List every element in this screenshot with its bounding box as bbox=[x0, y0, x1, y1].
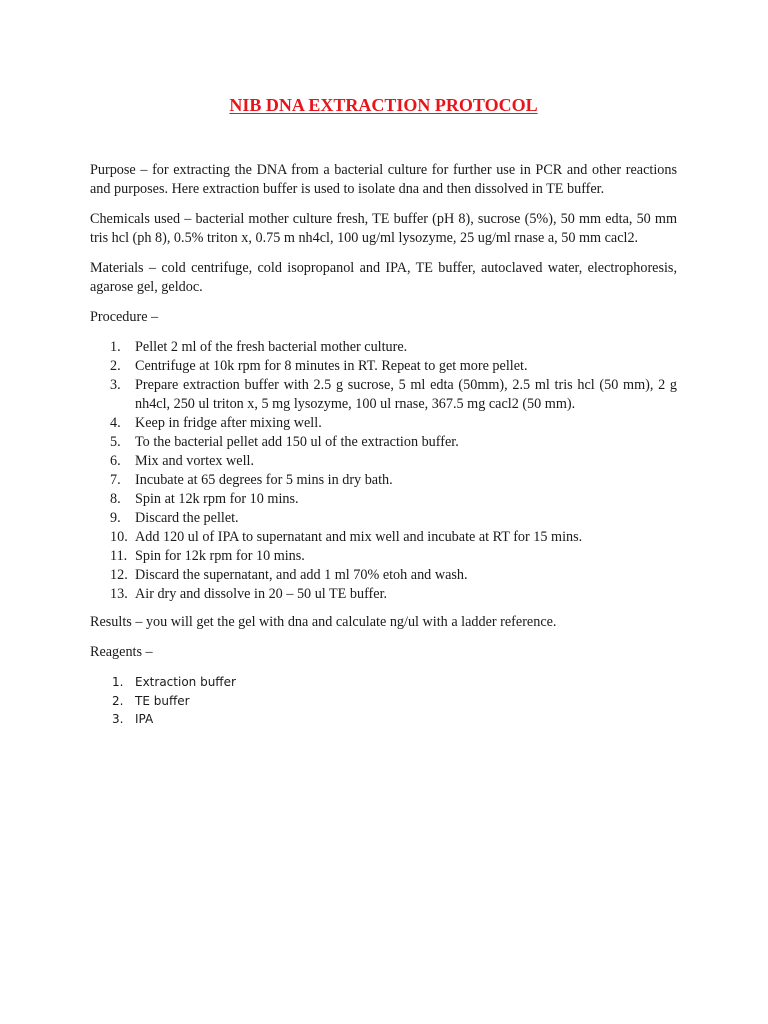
procedure-step bbox=[110, 452, 677, 471]
procedure-step bbox=[110, 357, 677, 376]
step-number: 9. bbox=[110, 510, 121, 526]
step-number: 1. bbox=[110, 339, 121, 355]
reagent-number: 2. bbox=[112, 693, 124, 708]
step-text: Keep in fridge after mixing well. bbox=[135, 415, 322, 431]
chemicals-paragraph: Chemicals used – bacterial mother culture fresh, TE buffer (pH 8), sucrose (5%), 50 mm edta, 50 mm tris hcl (ph 8), 0.5% triton x, 0.75 m nh4cl, 100 ug/ml lysozyme, 25 ug/ml rnase a, 50 mm cacl2. bbox=[90, 211, 677, 246]
step-text: Spin for 12k rpm for 10 mins. bbox=[135, 548, 305, 564]
step-number: 6. bbox=[110, 453, 121, 469]
procedure-step bbox=[110, 471, 677, 490]
document-title: NIB DNA EXTRACTION PROTOCOL bbox=[229, 95, 538, 115]
step-text: Air dry and dissolve in 20 – 50 ul TE buffer. bbox=[135, 586, 388, 602]
step-text: Prepare extraction buffer with 2.5 g sucrose, 5 ml edta (50mm), 2.5 ml tris hcl (50 mm), 2 g nh4cl, 250 ul triton x, 5 mg lysozyme, 100 ul rnase, 367.5 mg cacl2 (50 mm). bbox=[135, 377, 677, 412]
reagent-item bbox=[112, 692, 677, 711]
step-text: Pellet 2 ml of the fresh bacterial mother culture. bbox=[135, 339, 408, 355]
step-number: 7. bbox=[110, 472, 121, 488]
document-body bbox=[90, 94, 677, 729]
step-number: 12. bbox=[110, 567, 128, 583]
procedure-step bbox=[110, 414, 677, 433]
step-number: 8. bbox=[110, 491, 121, 507]
step-text: Centrifuge at 10k rpm for 8 minutes in RT. Repeat to get more pellet. bbox=[135, 358, 528, 374]
procedure-step bbox=[110, 509, 677, 528]
procedure-step bbox=[110, 433, 677, 452]
reagents-heading: Reagents – bbox=[90, 644, 153, 660]
step-text: Mix and vortex well. bbox=[135, 453, 254, 469]
step-text: Add 120 ul of IPA to supernatant and mix well and incubate at RT for 15 mins. bbox=[135, 529, 583, 545]
step-number: 2. bbox=[110, 358, 121, 374]
reagent-text: TE buffer bbox=[135, 693, 190, 708]
procedure-step bbox=[110, 566, 677, 585]
materials-paragraph: Materials – cold centrifuge, cold isopropanol and IPA, TE buffer, autoclaved water, electrophoresis, agarose gel, geldoc. bbox=[90, 260, 677, 295]
results-paragraph: Results – you will get the gel with dna and calculate ng/ul with a ladder reference. bbox=[90, 614, 557, 630]
procedure-heading: Procedure – bbox=[90, 309, 159, 325]
reagent-item bbox=[112, 710, 677, 729]
reagents-list bbox=[90, 673, 677, 729]
procedure-step bbox=[110, 376, 677, 414]
step-text: Discard the supernatant, and add 1 ml 70% etoh and wash. bbox=[135, 567, 468, 583]
procedure-step bbox=[110, 585, 677, 604]
procedure-step bbox=[110, 547, 677, 566]
step-number: 5. bbox=[110, 434, 121, 450]
procedure-step bbox=[110, 490, 677, 509]
reagent-number: 1. bbox=[112, 675, 124, 689]
step-text: To the bacterial pellet add 150 ul of the extraction buffer. bbox=[135, 434, 459, 450]
step-text: Incubate at 65 degrees for 5 mins in dry bath. bbox=[135, 472, 393, 488]
reagent-item bbox=[112, 673, 677, 692]
step-number: 11. bbox=[110, 548, 128, 564]
purpose-paragraph: Purpose – for extracting the DNA from a bacterial culture for further use in PCR and other reactions and purposes. Here extraction buffer is used to isolate dna and then dissolved in TE buffer. bbox=[90, 162, 677, 197]
reagent-text: IPA bbox=[135, 712, 154, 726]
procedure-list bbox=[90, 338, 677, 604]
step-text: Discard the pellet. bbox=[135, 510, 239, 526]
procedure-step bbox=[110, 528, 677, 547]
procedure-step bbox=[110, 338, 677, 357]
step-number: 4. bbox=[110, 415, 121, 431]
step-number: 10. bbox=[110, 529, 128, 545]
step-number: 13. bbox=[110, 586, 128, 602]
reagent-text: Extraction buffer bbox=[135, 675, 236, 689]
step-number: 3. bbox=[110, 377, 121, 393]
reagent-number: 3. bbox=[112, 712, 124, 726]
step-text: Spin at 12k rpm for 10 mins. bbox=[135, 491, 299, 507]
